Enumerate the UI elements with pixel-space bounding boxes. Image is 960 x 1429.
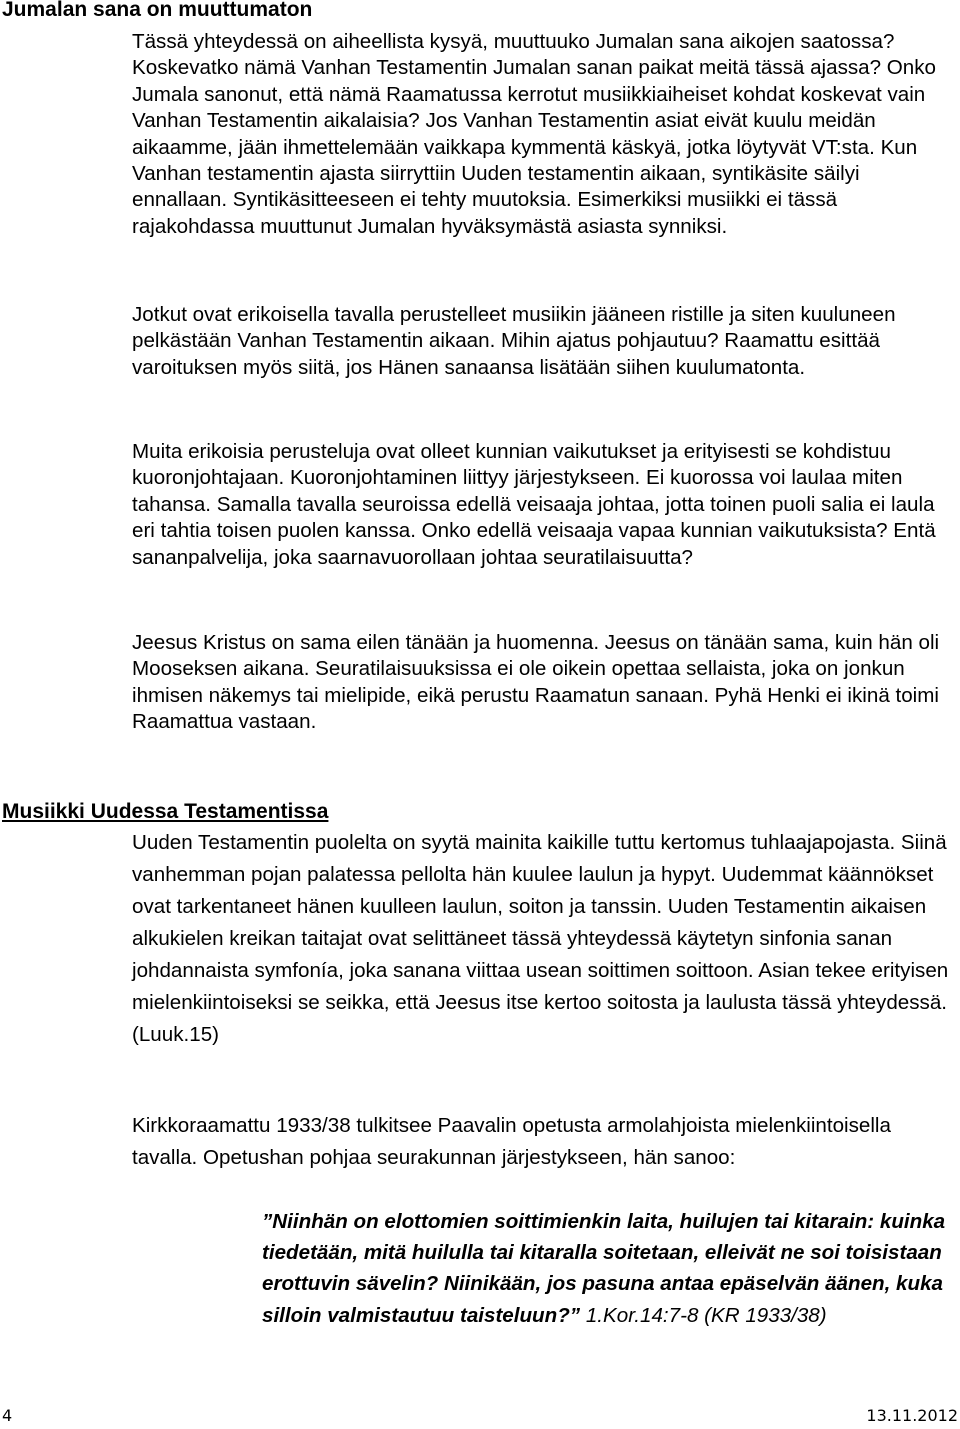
paragraph: Muita erikoisia perusteluja ovat olleet kunnian vaikutukset ja erityisesti se kohdistuu kuoronjohtajaan. Kuoronjohtaminen liittyy järjestykseen. Ei kuorossa voi laulaa miten tahansa. Samalla tavalla seuroissa edellä veisaaja johtaa, jotta toinen puoli salia ei laula eri tahtia toisen puolen kanssa. Onko edellä veisaaja vapaa kunnian vaikutuksista? Entä sananpalvelija, joka saarnavuorollaan johtaa seuratilaisuutta? [132, 440, 936, 569]
paragraph: Tässä yhteydessä on aiheellista kysyä, muuttuuko Jumalan sana aikojen saatossa? Koskevatko nämä Vanhan Testamentin Jumalan sanan paikat meitä tässä ajassa? Onko Jumala sanonut, että nämä Raamatussa kerrotut musiikkiaiheiset kohdat koskevat vain Vanhan Testamentin aikalaisia? Jos Vanhan Testamentin asiat eivät kuulu meidän aikaamme, jään ihmettelemään vaikkapa kymmentä käskyä, jotka löytyvät VT:sta. Kun Vanhan testamentin ajasta siirryttiin Uuden testamentin aikaan, syntikäsite säilyi ennallaan. Syntikäsitteeseen ei tehty muutoksia. Esimerkiksi musiikki ei tässä rajakohdassa muuttunut Jumalan hyväksymästä asiasta synniksi. [132, 30, 937, 238]
paragraph: Jeesus Kristus on sama eilen tänään ja huomenna. Jeesus on tänään sama, kuin hän oli Mooseksen aikana. Seuratilaisuuksissa ei ole oikein opettaa sellaista, joka on jonkun ihmisen näkemys tai mielipide, eikä perustu Raamatun sanaan. Pyhä Henki ei ikinä toimi Raamattua vastaan. [132, 631, 940, 734]
section-heading-music-new-testament: Musiikki Uudessa Testamentissa [2, 800, 329, 823]
quote-text: ”Niinhän on elottomien soittimienkin laita, huilujen tai kitarain: kuinka tiedetään, mitä huilulla tai kitaralla soitetaan, elleivät ne soi toisistaan erottuvin sävelin? Niinikään, jos pasuna antaa epäselvän äänen, kuka silloin valmistautuu taisteluun?” [262, 1210, 946, 1327]
quote-reference: 1.Kor.14:7-8 (KR 1933/38) [585, 1303, 827, 1327]
section-heading-unchanging-word: Jumalan sana on muuttumaton [2, 0, 313, 21]
paragraph: Kirkkoraamattu 1933/38 tulkitsee Paavalin opetusta armolahjoista mielenkiintoisella tavalla. Opetushan pohjaa seurakunnan järjestykseen, hän sanoo: [132, 1114, 891, 1169]
page-number: 4 [2, 1406, 13, 1425]
page-date: 13.11.2012 [866, 1406, 958, 1425]
paragraph: Jotkut ovat erikoisella tavalla perustelleet musiikin jääneen ristille ja siten kuuluneen pelkästään Vanhan Testamentin aikaan. Mihin ajatus pohjautuu? Raamattu esittää varoituksen myös siitä, jos Hänen sanaansa lisätään siihen kuulumatonta. [132, 303, 896, 379]
bible-quote [262, 1206, 954, 1331]
paragraph: Uuden Testamentin puolelta on syytä mainita kaikille tuttu kertomus tuhlaajapojasta. Siinä vanhemman pojan palatessa pellolta hän kuulee laulun ja hypyt. Uudemmat käännökset ovat tarkentaneet hänen kuulleen laulun, soiton ja tanssin. Uuden Testamentin aikaisen alkukielen kreikan taitajat ovat selittäneet tässä yhteydessä käytetyn sinfonia sanan johdannaista symfonía, joka sanana viittaa usean soittimen soittoon. Asian tekee erityisen mielenkiintoiseksi se seikka, että Jeesus itse kertoo soitosta ja laulusta tässä yhteydessä. (Luuk.15) [132, 831, 949, 1046]
